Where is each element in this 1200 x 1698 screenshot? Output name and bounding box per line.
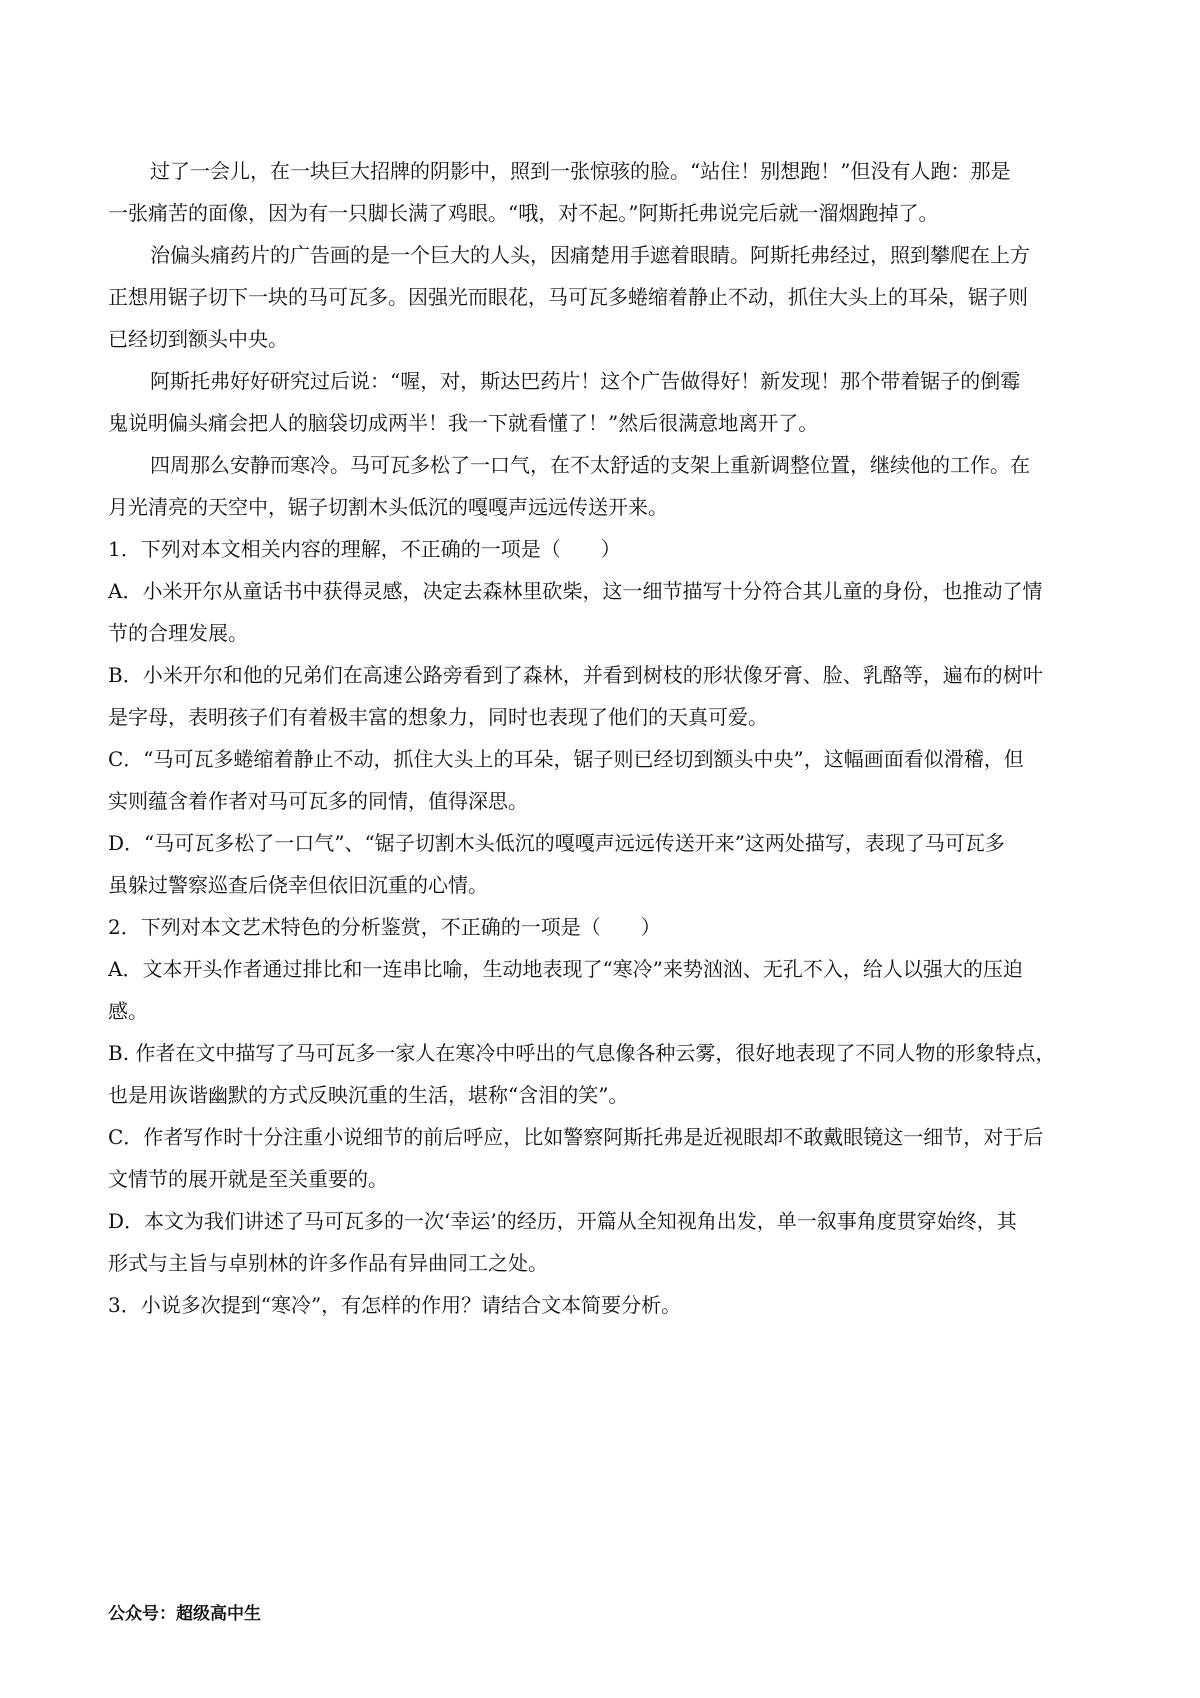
footer-text: 公众号：超级高中生 [108,1604,261,1624]
text-line: 鬼说明偏头痛会把人的脑袋切成两半！我一下就看懂了！”然后很满意地离开了。 [108,411,819,435]
option-line: 文情节的展开就是至关重要的。 [108,1167,388,1191]
question-stem: 1．下列对本文相关内容的理解，不正确的一项是（ ） [108,537,621,561]
option-a [108,948,1092,1032]
option-line: D．“马可瓦多松了一口气”、“锯子切割木头低沉的嘎嘎声远远传送开来”这两处描写，表现了马可瓦多 [108,831,1005,855]
text-line: 一张痛苦的面像，因为有一只脚长满了鸡眼。“哦，对不起。”阿斯托弗说完后就一溜烟跑掉了。 [108,201,939,225]
option-line: 感。 [108,999,148,1023]
text-line: 已经切到额头中央。 [108,327,288,351]
option-c [108,1116,1092,1200]
option-line: B．小米开尔和他的兄弟们在高速公路旁看到了森林，并看到树枝的形状像牙膏、脸、乳酪等，遍布的树叶 [108,663,1043,687]
text-line: 月光清亮的天空中，锯子切割木头低沉的嘎嘎声远远传送开来。 [108,495,668,519]
option-line: 实则蕴含着作者对马可瓦多的同情，值得深思。 [108,789,528,813]
option-a [108,570,1092,654]
option-line: 也是用诙谐幽默的方式反映沉重的生活，堪称“含泪的笑”。 [108,1083,629,1107]
option-b [108,654,1092,738]
text-line: 四周那么安静而寒冷。马可瓦多松了一口气，在不太舒适的支架上重新调整位置，继续他的工作。在 [150,453,1030,477]
option-line: 虽躲过警察巡查后侥幸但依旧沉重的心情。 [108,873,488,897]
option-b [108,1032,1092,1116]
question-stem: 2．下列对本文艺术特色的分析鉴赏，不正确的一项是（ ） [108,915,661,939]
option-line: B. 作者在文中描写了马可瓦多一家人在寒冷中呼出的气息像各种云雾，很好地表现了不同人物的形象特点， [108,1041,1056,1065]
option-c [108,738,1092,822]
paragraph-4 [108,444,1092,528]
question-2 [108,906,1092,1284]
option-line: 节的合理发展。 [108,621,248,645]
paragraph-1 [108,150,1092,234]
option-line: A．小米开尔从童话书中获得灵感，决定去森林里砍柴，这一细节描写十分符合其儿童的身份，也推动了情 [108,579,1043,603]
question-3 [108,1284,1092,1326]
option-d [108,1200,1092,1284]
paragraph-3 [108,360,1092,444]
text-line: 阿斯托弗好好研究过后说：“喔，对，斯达巴药片！这个广告做得好！新发现！那个带着锯子的倒霉 [150,369,1021,393]
paragraph-2 [108,234,1092,360]
text-line: 正想用锯子切下一块的马可瓦多。因强光而眼花，马可瓦多蜷缩着静止不动，抓住大头上的耳朵，锯子则 [108,285,1028,309]
option-line: A．文本开头作者通过排比和一连串比喻，生动地表现了“寒冷”来势汹汹、无孔不入，给人以强大的压迫 [108,957,1023,981]
text-line: 治偏头痛药片的广告画的是一个巨大的人头，因痛楚用手遮着眼睛。阿斯托弗经过，照到攀爬在上方 [150,243,1030,267]
option-d [108,822,1092,906]
question-1 [108,528,1092,906]
option-line: 形式与主旨与卓别林的许多作品有异曲同工之处。 [108,1251,548,1275]
option-line: C．作者写作时十分注重小说细节的前后呼应，比如警察阿斯托弗是近视眼却不敢戴眼镜这一细节，对于后 [108,1125,1044,1149]
option-line: 是字母，表明孩子们有着极丰富的想象力，同时也表现了他们的天真可爱。 [108,705,768,729]
option-line: C．“马可瓦多蜷缩着静止不动，抓住大头上的耳朵，锯子则已经切到额头中央”，这幅画面看似滑稽，但 [108,747,1024,771]
document-body [108,150,1092,1326]
option-line: D．本文为我们讲述了马可瓦多的一次‘幸运’的经历，开篇从全知视角出发，单一叙事角度贯穿始终，其 [108,1209,1017,1233]
passage [108,150,1092,528]
text-line: 过了一会儿，在一块巨大招牌的阴影中，照到一张惊骇的脸。“站住！别想跑！”但没有人跑：那是 [150,159,1011,183]
question-stem: 3．小说多次提到“寒冷”，有怎样的作用？请结合文本简要分析。 [108,1293,682,1317]
